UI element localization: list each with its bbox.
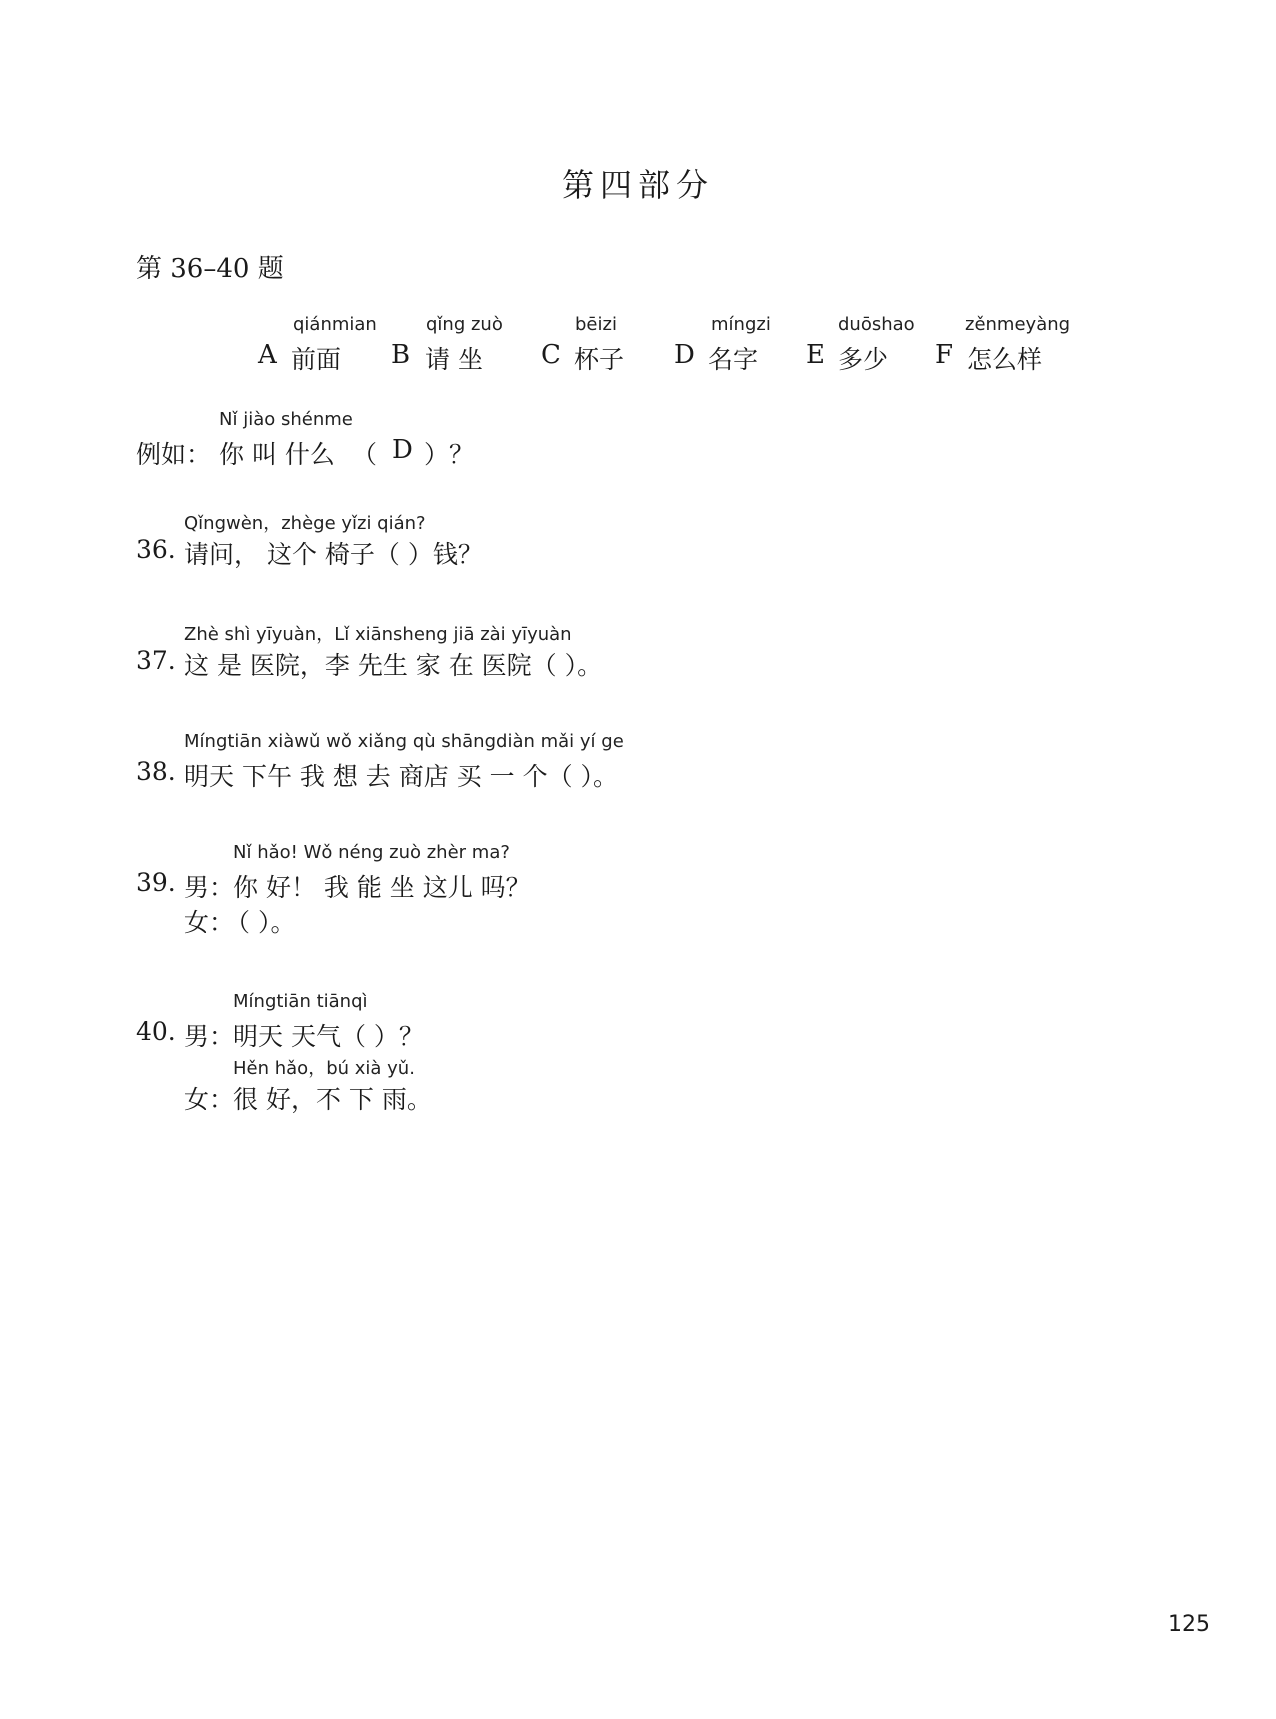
option-e-letter: E xyxy=(806,340,825,370)
section-heading: 第 36–40 题 xyxy=(136,254,284,284)
option-c-letter: C xyxy=(541,340,561,370)
question-38-text: 明天 下午 我 想 去 商店 买 一 个（ ）。 xyxy=(184,762,619,791)
option-a-letter: A xyxy=(258,340,277,370)
example-paren-close: ）？ xyxy=(424,440,475,469)
example-label: 例如： xyxy=(136,440,212,469)
question-39-female-text: （ ）。 xyxy=(225,908,296,937)
question-39-female-speaker: 女： xyxy=(184,908,235,937)
example-paren-open: （ xyxy=(352,440,378,469)
option-c-hanzi: 杯子 xyxy=(574,345,625,374)
option-a-pinyin: qiánmian xyxy=(293,314,377,335)
question-37-number: 37. xyxy=(136,646,176,675)
option-a-hanzi: 前面 xyxy=(291,345,342,374)
question-39-number: 39. xyxy=(136,868,176,897)
question-40-male-text: 明天 天气（ ）？ xyxy=(233,1022,424,1051)
option-b-hanzi: 请 坐 xyxy=(425,345,483,374)
question-36-pinyin: Qǐngwèn，zhège yǐzi qián? xyxy=(184,513,426,534)
example-answer: D xyxy=(392,435,413,465)
question-40-female-text: 很 好，不 下 雨。 xyxy=(233,1085,432,1114)
question-37-text: 这 是 医院，李 先生 家 在 医院（ ）。 xyxy=(184,651,603,680)
option-d-pinyin: míngzi xyxy=(711,314,771,335)
question-38-pinyin: Míngtiān xiàwǔ wǒ xiǎng qù shāngdiàn mǎi yí ge xyxy=(184,731,624,752)
option-f-pinyin: zěnmeyàng xyxy=(965,314,1071,335)
example-text: 你 叫 什么 xyxy=(219,440,335,469)
question-36-text: 请问， 这个 椅子（ ）钱？ xyxy=(184,540,483,569)
option-e-hanzi: 多少 xyxy=(838,345,889,374)
option-d-letter: D xyxy=(674,340,695,370)
example-pinyin: Nǐ jiào shénme xyxy=(219,409,353,430)
option-e-pinyin: duōshao xyxy=(838,314,915,335)
option-f-letter: F xyxy=(935,340,954,370)
question-37-pinyin: Zhè shì yīyuàn，Lǐ xiānsheng jiā zài yīyuàn xyxy=(184,624,572,645)
question-40-male-pinyin: Míngtiān tiānqì xyxy=(233,991,368,1012)
question-38-number: 38. xyxy=(136,757,176,786)
question-40-number: 40. xyxy=(136,1017,176,1046)
question-40-female-speaker: 女： xyxy=(184,1085,235,1114)
question-39-male-speaker: 男： xyxy=(184,873,235,902)
option-d-hanzi: 名字 xyxy=(708,345,759,374)
page-title: 第四部分 xyxy=(561,166,714,204)
option-b-letter: B xyxy=(391,340,411,370)
option-f-hanzi: 怎么样 xyxy=(967,345,1043,374)
question-40-female-pinyin: Hěn hǎo，bú xià yǔ. xyxy=(233,1058,415,1079)
option-b-pinyin: qǐng zuò xyxy=(426,314,503,335)
question-39-male-pinyin: Nǐ hǎo! Wǒ néng zuò zhèr ma? xyxy=(233,842,510,863)
question-40-male-speaker: 男： xyxy=(184,1022,235,1051)
question-36-number: 36. xyxy=(136,535,176,564)
option-c-pinyin: bēizi xyxy=(575,314,617,335)
page-number: 125 xyxy=(1168,1612,1210,1637)
question-39-male-text: 你 好！ 我 能 坐 这儿 吗？ xyxy=(233,873,531,902)
